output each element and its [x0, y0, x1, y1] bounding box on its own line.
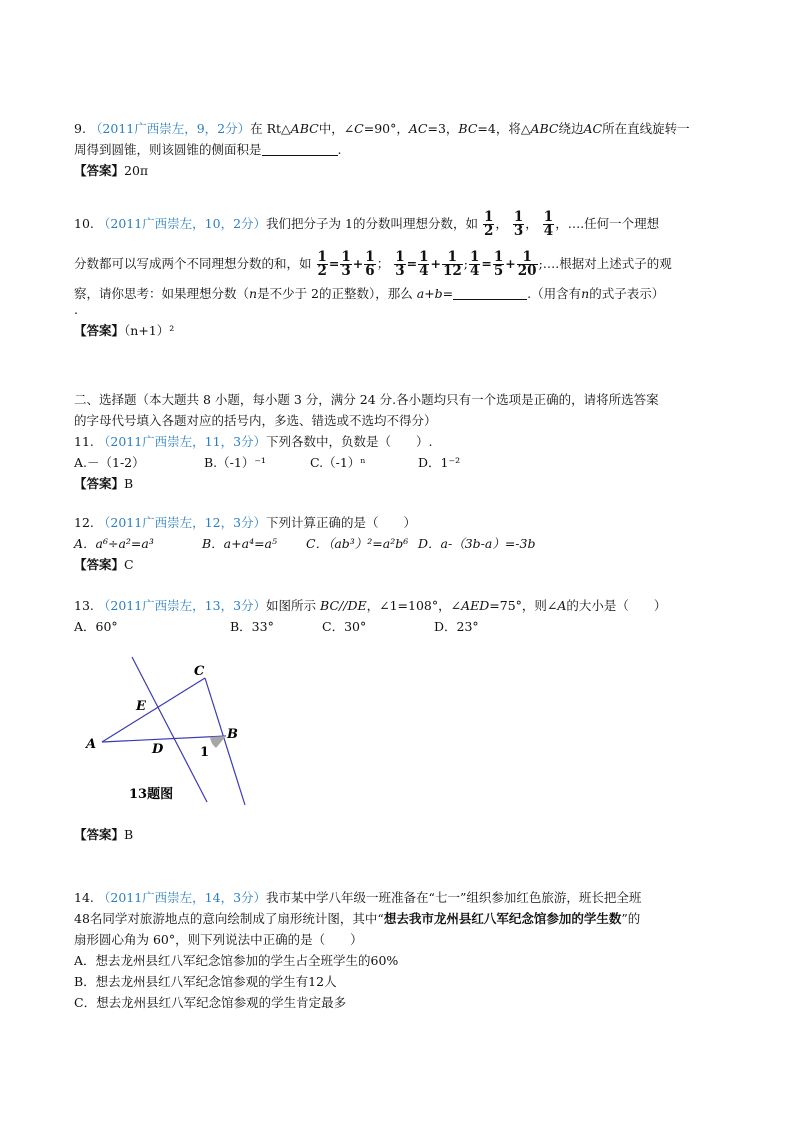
q14-line1 — [74, 887, 734, 908]
label-b: B — [227, 727, 238, 742]
q10-text: ; — [463, 256, 468, 271]
q13-var: A — [557, 598, 567, 613]
numerator: 1 — [469, 249, 480, 265]
q9-line2 — [74, 139, 724, 160]
q13-text: 如图所示 — [266, 598, 317, 613]
label-d: D — [152, 742, 164, 757]
question-11 — [74, 431, 724, 494]
fraction — [418, 251, 429, 278]
q14-text: 我市某中学八年级一班准备在“七一”组织参加红色旅游，班长把全班 — [266, 890, 642, 905]
q10-text: ， — [525, 216, 538, 231]
q9-text: 绕边 — [558, 121, 584, 136]
q10-text: 是不少于 2的正整数），那么 — [257, 286, 413, 301]
q14-number: 14. — [74, 890, 94, 905]
q11-line1 — [74, 431, 724, 452]
q9-var: ABC — [530, 121, 559, 136]
q9-line1 — [74, 118, 724, 139]
fraction — [340, 251, 351, 278]
q10-text: ，….任何一个理想 — [555, 216, 660, 231]
q13-options — [74, 616, 724, 637]
q10-line3 — [74, 283, 724, 304]
q14-source: （2011广西崇左，14，3分） — [97, 890, 267, 905]
q9-text: 所在直线旋转一 — [602, 121, 690, 136]
answer-value: B — [124, 476, 134, 491]
q10-line1 — [74, 207, 724, 241]
q10-text: .（用含有 — [527, 286, 582, 301]
q9-text: =90°， — [363, 121, 409, 136]
line-ab — [102, 736, 226, 742]
denominator: 5 — [493, 263, 504, 279]
numerator: 1 — [395, 249, 405, 265]
q9-text: 周得到圆锥，则该圆锥的侧面积是 — [74, 142, 262, 157]
q12-source: （2011广西崇左，12，3分） — [97, 515, 267, 530]
denominator: 4 — [543, 223, 554, 239]
q10-text: … — [542, 256, 556, 271]
q9-source: （2011广西崇左，9，2分） — [89, 121, 251, 136]
option-b: B．33° — [230, 619, 274, 634]
q13-var: BC//DE — [320, 598, 367, 613]
fraction — [517, 251, 538, 278]
label-c: C — [194, 664, 205, 679]
angle-1-mark — [210, 736, 226, 748]
label-angle-1: 1 — [200, 745, 210, 760]
option-d: D．23° — [434, 619, 479, 634]
denominator: 3 — [395, 263, 405, 279]
question-12 — [74, 512, 724, 575]
q13-source: （2011广西崇左，13，3分） — [97, 598, 267, 613]
q13-number: 13. — [74, 598, 94, 613]
question-10 — [74, 207, 724, 341]
q9-text: =3， — [427, 121, 459, 136]
option-b: B．想去龙州县红八军纪念馆参观的学生有12人 — [74, 974, 337, 989]
q9-number: 9. — [74, 121, 86, 136]
label-a: A — [86, 737, 97, 752]
q14-text: 扇形圆心角为 60°，则下列说法中正确的是（ ） — [74, 932, 363, 947]
fraction — [394, 251, 405, 278]
q12-number: 12. — [74, 515, 94, 530]
fraction — [364, 251, 375, 278]
option-a: A．60° — [74, 619, 118, 634]
line-bc — [205, 678, 245, 805]
option-a: A．a⁶÷a²=a³ — [74, 536, 154, 551]
q10-text: ； — [376, 256, 390, 271]
q10-text: ; — [538, 256, 543, 271]
q12-options — [74, 533, 724, 554]
numerator: 1 — [365, 249, 375, 265]
fraction — [513, 211, 524, 238]
fraction — [543, 211, 554, 238]
q10-var: a+b= — [416, 286, 454, 301]
q14-text: 48名同学对旅游地点的意向绘制成了扇形统计图，其中“ — [74, 911, 384, 926]
option-c: C．30° — [322, 619, 367, 634]
fraction — [483, 211, 494, 238]
q10-number: 10. — [74, 216, 94, 231]
question-13 — [74, 595, 724, 637]
question-9 — [74, 118, 724, 181]
numerator: 1 — [442, 251, 463, 265]
answer-tag: 【答案】 — [74, 163, 125, 178]
numerator: 1 — [517, 251, 538, 265]
numerator: 1 — [483, 209, 494, 225]
q13-line1 — [74, 595, 724, 616]
q9-var: ABC — [290, 121, 319, 136]
denominator: 12 — [442, 263, 462, 279]
q11-text: 下列各数中，负数是（ ）. — [266, 434, 433, 449]
q9-var: BC — [458, 121, 478, 136]
numerator: 1 — [317, 249, 327, 265]
denominator: 3 — [341, 263, 351, 279]
answer-tag: 【答案】 — [74, 476, 125, 491]
q9-answer — [74, 160, 724, 181]
q13-text: 的大小是（ ） — [566, 598, 667, 613]
q10-text: 我们把分子为 1的分数叫理想分数，如 — [266, 216, 478, 231]
numerator: 1 — [513, 209, 524, 225]
denominator: 20 — [517, 263, 537, 279]
q14-bold-text: 想去我市龙州县红八军纪念馆参加的学生数 — [383, 911, 622, 926]
q13-var: AED — [461, 598, 490, 613]
numerator: 1 — [419, 249, 429, 265]
option-a: A．想去龙州县红八军纪念馆参加的学生占全班学生的60% — [74, 953, 399, 968]
answer-value: 20π — [124, 163, 149, 178]
q10-line2: 分数都可以写成两个不同理想分数的和，如 $\frac{1}{2}$ = $\frac{1}{3}$ + $\frac{1}{6}$ ； $\frac{1}{3}$ = $\frac{1}{4}$ + $\frac{1}{12}$ ; $\frac{1}{4}$ = $\frac{1}{5}$ + $\frac{1}{20}$ ;….根据对上述式子的观 — [74, 249, 672, 279]
section-2-line: 二、选择题（本大题共 8 小题，每小题 3 分，满分 24 分.各小题均只有一个选项是正确的，请将所选答案 — [74, 392, 659, 407]
q11-answer — [74, 473, 724, 494]
q9-var: AC — [408, 121, 428, 136]
numerator: 1 — [493, 249, 504, 265]
line-ac — [102, 678, 205, 742]
answer-blank — [262, 142, 338, 156]
q13-text: ，∠1=108°，∠ — [366, 598, 462, 613]
section-2-header — [74, 389, 734, 431]
option-a: A.－（1-2） — [74, 455, 145, 470]
fraction — [442, 251, 463, 278]
q9-var: C — [354, 121, 364, 136]
q13-text: =75°，则∠ — [489, 598, 558, 613]
q12-line1 — [74, 512, 724, 533]
q9-text: . — [337, 142, 342, 157]
option-d: D．1⁻² — [418, 455, 461, 470]
q13-figure — [80, 650, 260, 815]
q11-options — [74, 452, 724, 473]
option-c: C．想去龙州县红八军纪念馆参观的学生肯定最多 — [74, 995, 347, 1010]
q13-answer — [74, 824, 724, 845]
answer-value: B — [124, 827, 134, 842]
q10-text: 的式子表示） — [589, 286, 665, 301]
q10-source: （2011广西崇左，10，2分） — [97, 216, 267, 231]
q9-text: 在 Rt△ — [250, 121, 291, 136]
q10-var: n — [581, 286, 590, 301]
answer-blank — [453, 286, 527, 300]
q10-var: n — [249, 286, 258, 301]
q10-text: ， — [495, 216, 508, 231]
denominator: 3 — [513, 223, 524, 239]
answer-value: C — [124, 557, 134, 572]
fraction — [493, 251, 504, 278]
denominator: 4 — [419, 263, 429, 279]
answer-tag: 【答案】 — [74, 323, 125, 338]
q11-source: （2011广西崇左，11，3分） — [97, 434, 267, 449]
denominator: 2 — [483, 223, 494, 239]
option-c: C.（-1）ⁿ — [310, 455, 366, 470]
denominator: 6 — [365, 263, 375, 279]
q10-text: 察，请你思考：如果理想分数（ — [74, 286, 250, 301]
option-b: B.（-1）⁻¹ — [204, 455, 266, 470]
q9-text: 中，∠ — [318, 121, 355, 136]
option-d: D．a-（3b-a）=-3b — [418, 536, 536, 551]
fraction — [469, 251, 480, 278]
option-c: C．（ab³）²=a²b⁶ — [306, 536, 409, 551]
q14-line2 — [74, 908, 734, 929]
answer-tag: 【答案】 — [74, 827, 125, 842]
q14-text: ”的 — [621, 911, 641, 926]
q10-answer — [74, 320, 724, 341]
q11-number: 11. — [74, 434, 94, 449]
q12-answer — [74, 554, 724, 575]
option-b: B．a+a⁴=a⁵ — [202, 536, 278, 551]
label-e: E — [136, 699, 146, 714]
answer-tag: 【答案】 — [74, 557, 125, 572]
q10-text: .根据对上述式子的观 — [555, 256, 672, 271]
numerator: 1 — [543, 209, 554, 225]
denominator: 4 — [469, 263, 480, 279]
numerator: 1 — [341, 249, 351, 265]
q10-text: 分数都可以写成两个不同理想分数的和，如 — [74, 256, 312, 271]
q12-text: 下列计算正确的是（ ） — [266, 515, 417, 530]
q9-text: =4，将△ — [477, 121, 531, 136]
q9-var: AC — [583, 121, 603, 136]
answer-value: （n+1）² — [124, 323, 175, 338]
q10-text: . — [74, 302, 78, 317]
denominator: 2 — [317, 263, 327, 279]
figure-caption: 13题图 — [129, 787, 174, 802]
section-2-line: 的字母代号填入各题对应的括号内，多选、错选或不选均不得分） — [74, 413, 437, 428]
fraction — [317, 251, 328, 278]
question-14 — [74, 887, 734, 1013]
